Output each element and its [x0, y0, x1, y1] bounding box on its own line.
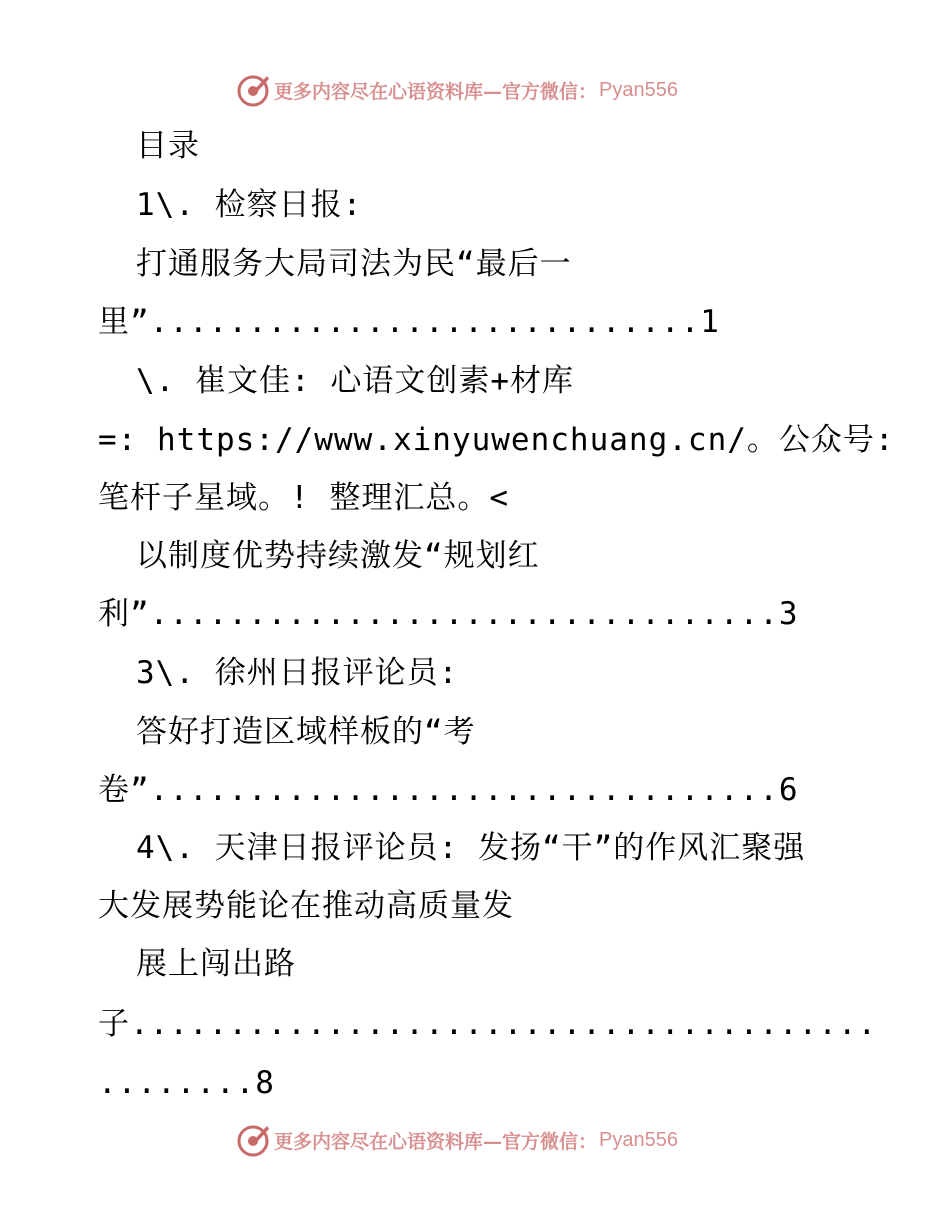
- toc-line: 答好打造区域样板的“考: [136, 714, 476, 750]
- watermark-wechat-id: Pyan556: [599, 1128, 678, 1151]
- toc-line: 笔杆子星域。! 整理汇总。<: [98, 480, 509, 516]
- toc-line: 子......................................: [98, 1006, 878, 1042]
- pen-logo-icon: [236, 1123, 270, 1157]
- toc-line: 1\. 检察日报:: [136, 187, 363, 223]
- watermark-header: [236, 72, 678, 108]
- toc-line: 4\. 天津日报评论员: 发扬“干”的作风汇聚强: [136, 830, 806, 866]
- watermark-text: 更多内容尽在心语资料库—官方微信：: [274, 80, 598, 103]
- toc-line: 3\. 徐州日报评论员:: [136, 655, 459, 691]
- toc-line: =: https://www.xinyuwenchuang.cn/。公众号:: [98, 422, 895, 458]
- pen-logo-icon: [236, 73, 270, 107]
- toc-line: 卷”................................6: [98, 772, 799, 808]
- toc-line: 大发展势能论在推动高质量发: [98, 888, 514, 924]
- watermark-wechat-id: Pyan556: [599, 78, 678, 101]
- toc-line: 展上闯出路: [136, 946, 296, 982]
- toc-heading: 目录: [136, 128, 200, 164]
- toc-line: 利”................................3: [98, 596, 799, 632]
- toc-line: ........8: [98, 1065, 275, 1101]
- toc-line: 里”............................1: [98, 304, 720, 340]
- toc-line: \. 崔文佳: 心语文创素+材库: [136, 363, 574, 399]
- toc-line: 以制度优势持续激发“规划红: [136, 538, 540, 574]
- watermark-footer: [236, 1122, 678, 1158]
- toc-line: 打通服务大局司法为民“最后一: [136, 246, 572, 282]
- watermark-text: 更多内容尽在心语资料库—官方微信：: [274, 1130, 598, 1153]
